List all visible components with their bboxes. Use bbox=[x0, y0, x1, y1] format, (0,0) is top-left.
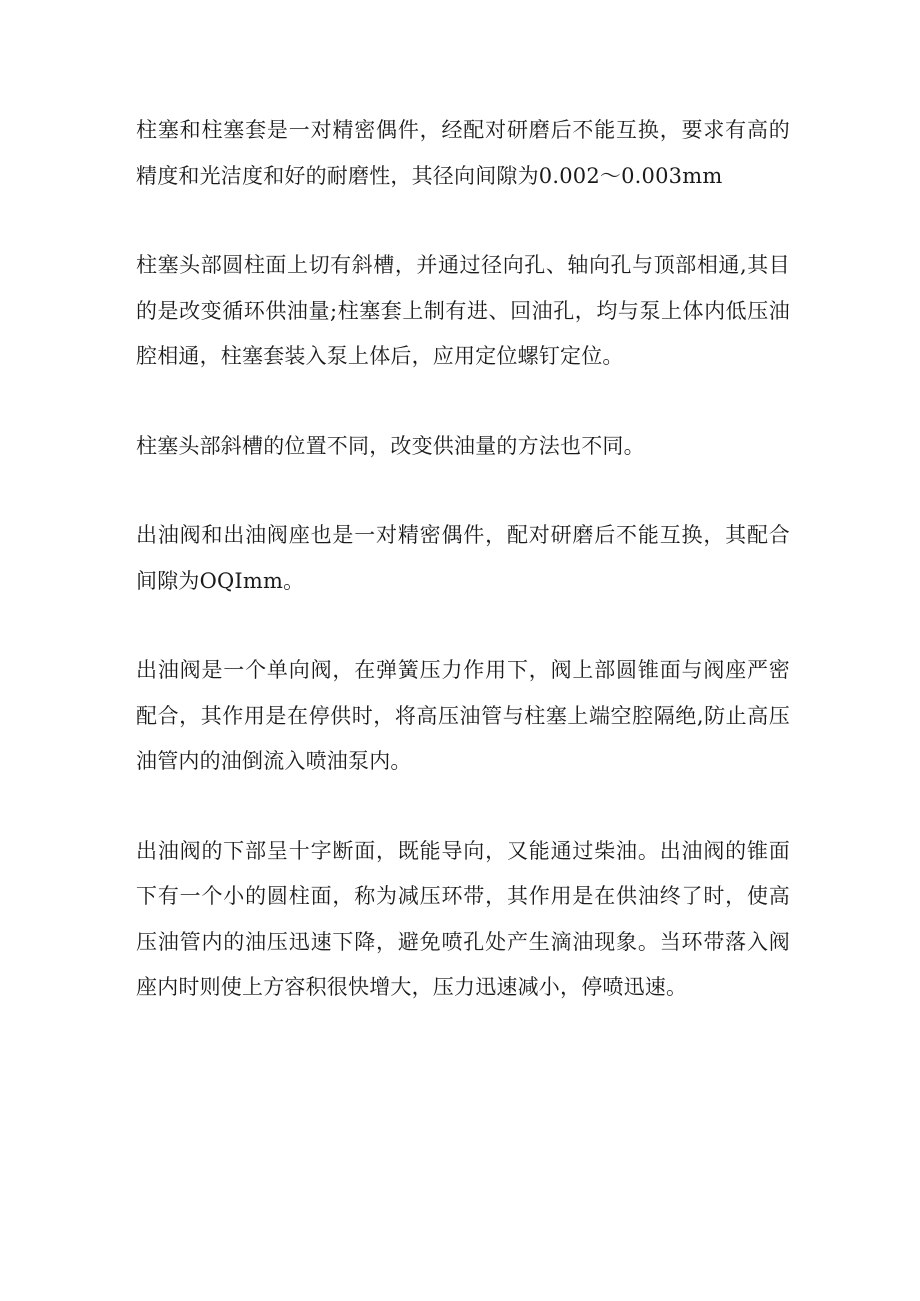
paragraph-plunger-sleeve: 柱塞和柱塞套是一对精密偶件，经配对研磨后不能互换，要求有高的精度和光洁度和好的耐磨性，其径向间隙为0.002～0.003mm bbox=[136, 118, 790, 188]
paragraph-groove-position: 柱塞头部斜槽的位置不同，改变供油量的方法也不同。 bbox=[136, 433, 645, 458]
paragraph-check-valve: 出油阀是一个单向阀，在弹簧压力作用下，阀上部圆锥面与阀座严密配合，其作用是在停供时，将高压油管与柱塞上端空腔隔绝,防止高压油管内的油倒流入喷油泵内。 bbox=[136, 658, 790, 773]
paragraph-plunger-head-groove: 柱塞头部圆柱面上切有斜槽，并通过径向孔、轴向孔与顶部相通,其目的是改变循环供油量;柱塞套上制有进、回油孔，均与泵上体内低压油腔相通，柱塞套装入泵上体后，应用定位螺钉定位。 bbox=[136, 253, 790, 368]
document-body bbox=[136, 108, 790, 1055]
paragraph-delivery-valve-seat: 出油阀和出油阀座也是一对精密偶件，配对研磨后不能互换，其配合间隙为OQImm。 bbox=[136, 523, 790, 593]
paragraph-relief-band: 出油阀的下部呈十字断面，既能导向，又能通过柴油。出油阀的锥面下有一个小的圆柱面，称为减压环带，其作用是在供油终了时，使高压油管内的油压迅速下降，避免喷孔处产生滴油现象。当环带落入阀座内时则使上方容积很快增大，压力迅速减小，停喷迅速。 bbox=[136, 838, 790, 999]
